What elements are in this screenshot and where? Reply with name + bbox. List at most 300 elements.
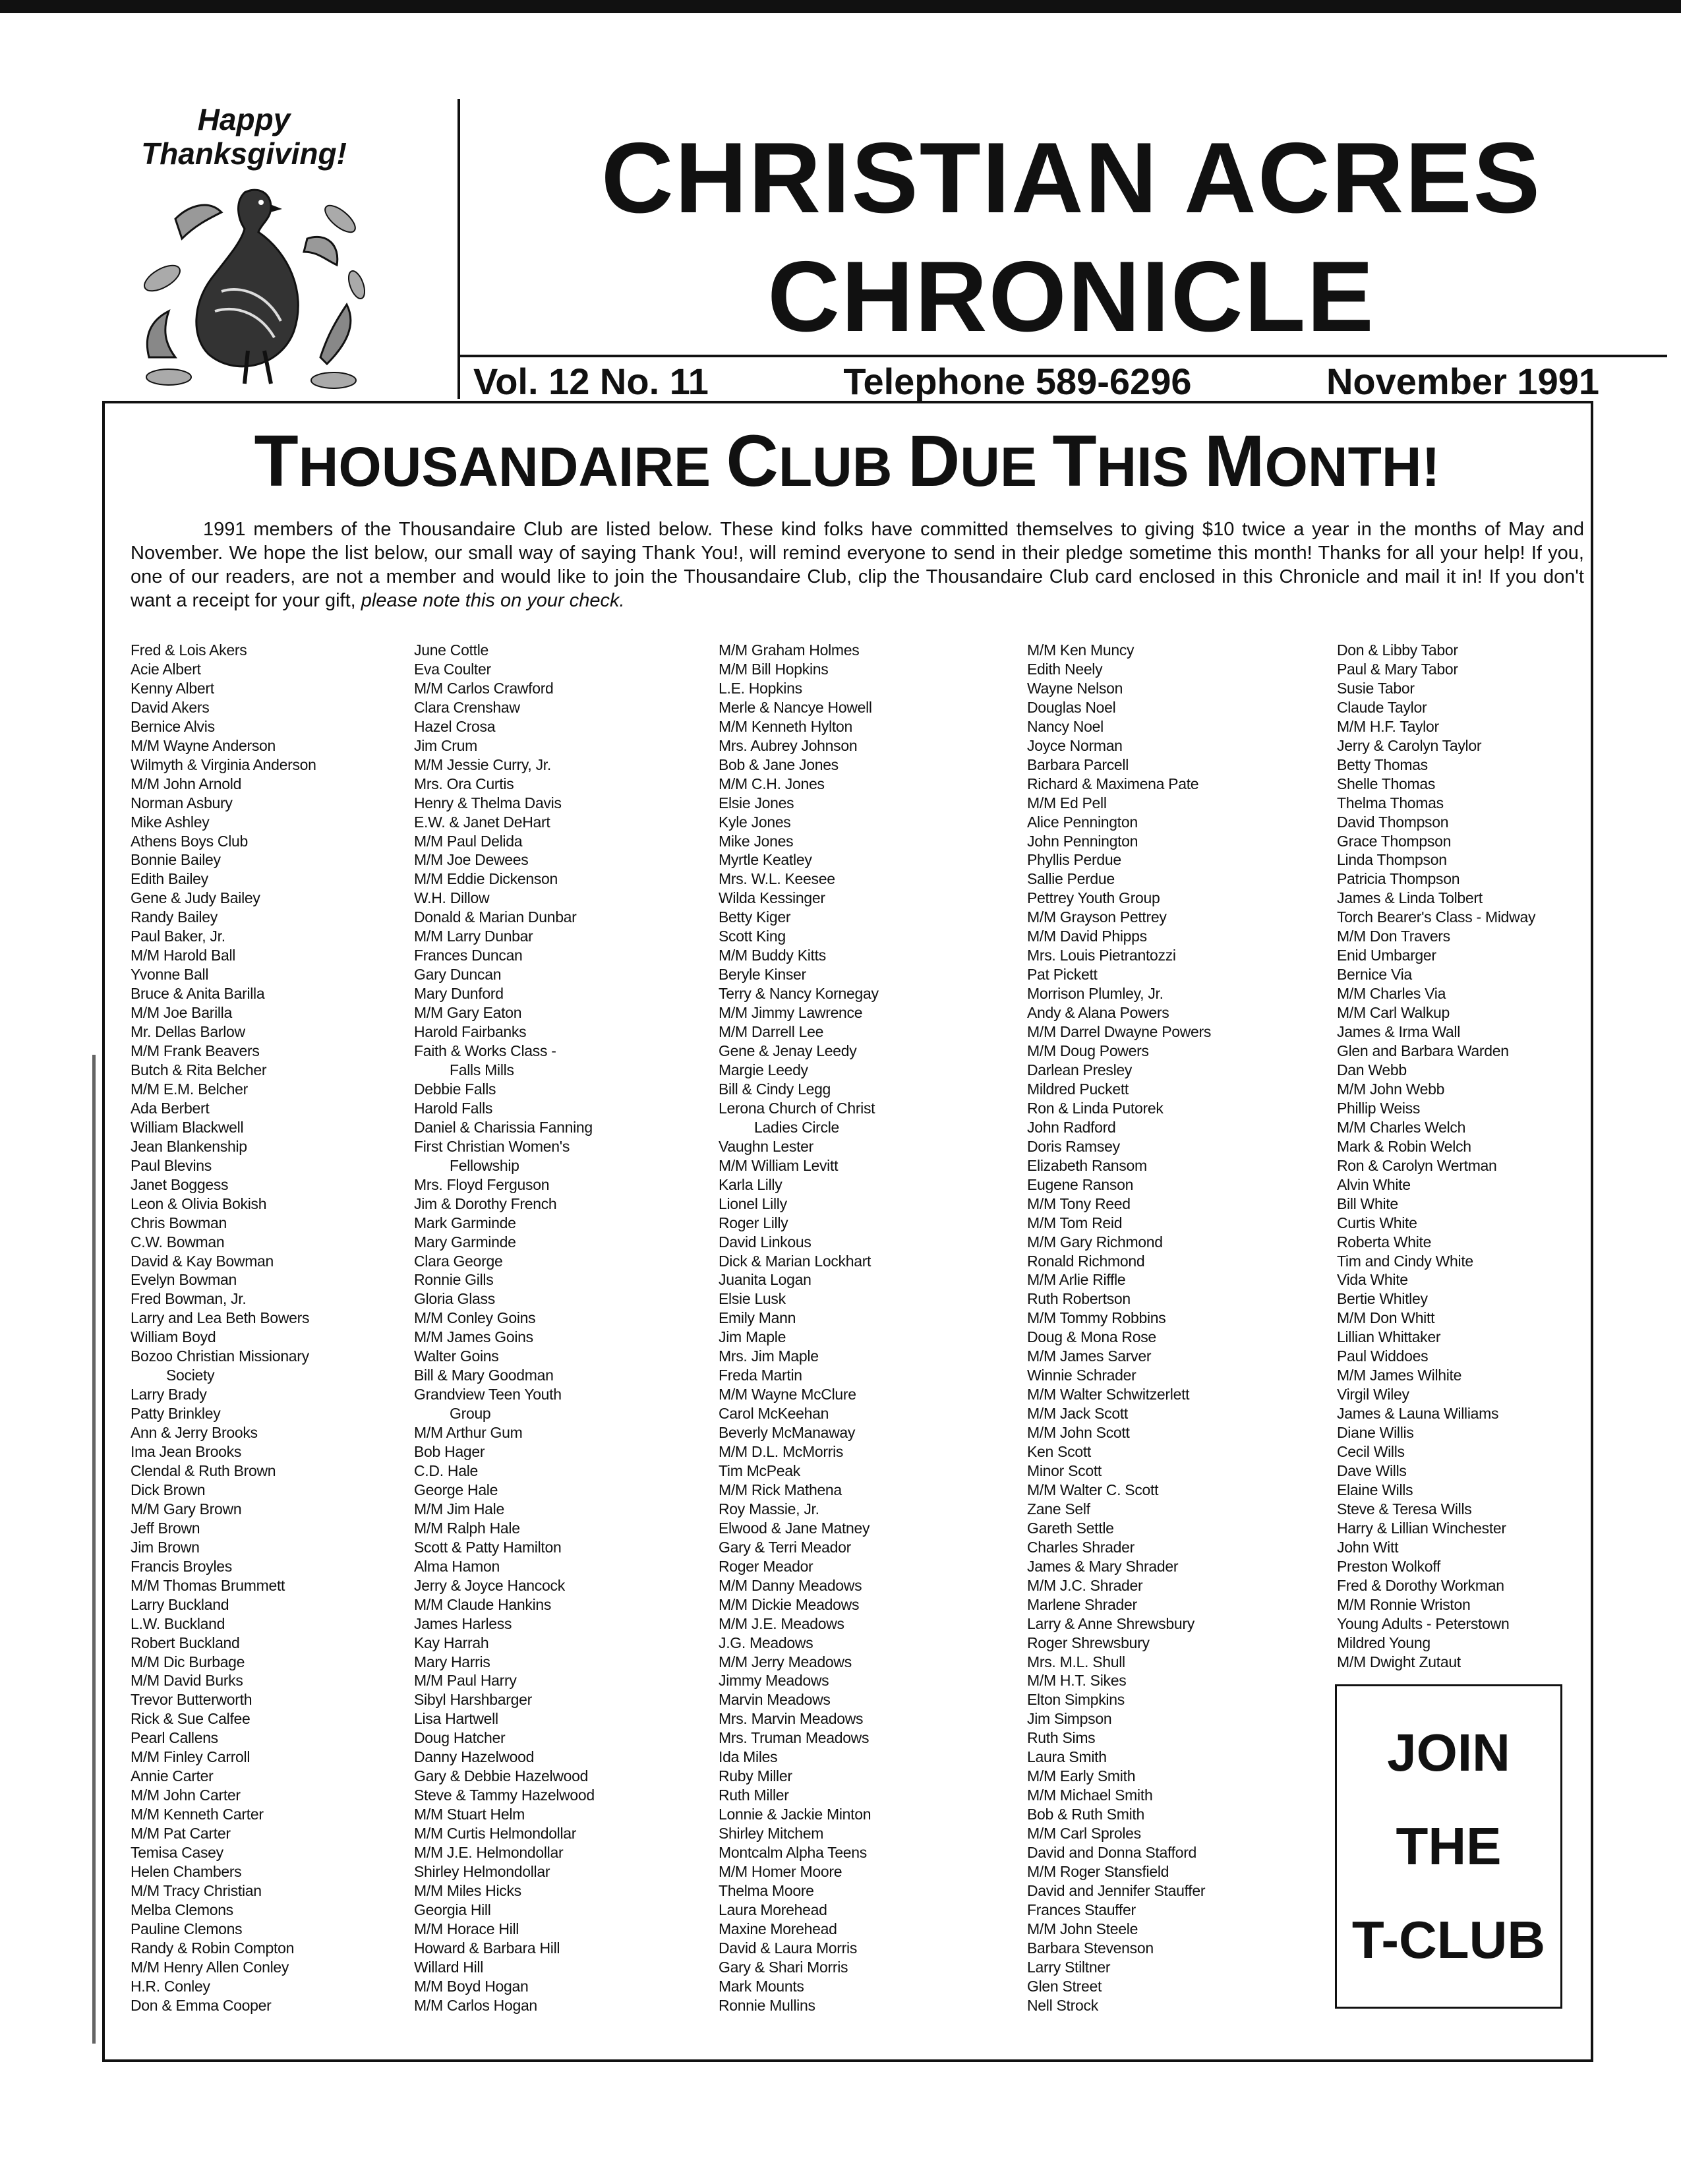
member-name: Edith Neely [1027, 660, 1103, 678]
member-name: Wilmyth & Virginia Anderson [131, 755, 316, 773]
member-name: Steve & Tammy Hazelwood [414, 1786, 595, 1804]
member-name: M/M Boyd Hogan [414, 1977, 529, 1995]
member-name: Norman Asbury [131, 794, 233, 812]
member-name: Doug Hatcher [414, 1729, 506, 1747]
member-name: Terry & Nancy Kornegay [719, 985, 879, 1003]
member-name: M/M Early Smith [1027, 1767, 1136, 1785]
member-name: Bob Hager [414, 1443, 485, 1461]
member-name: M/M Curtis Helmondollar [414, 1825, 577, 1843]
member-name: Montcalm Alpha Teens [719, 1844, 867, 1862]
member-name: M/M Kenneth Carter [131, 1806, 264, 1823]
member-name: Paul Widdoes [1337, 1347, 1429, 1365]
member-name: Frances Stauffer [1027, 1901, 1136, 1918]
member-name: Athens Boys Club [131, 832, 249, 850]
member-name: Jim Simpson [1027, 1710, 1112, 1728]
member-name: Group [450, 1405, 491, 1423]
member-name: M/M John Arnold [131, 775, 242, 792]
member-name: Pearl Callens [131, 1729, 218, 1747]
member-name: Don & Emma Cooper [131, 1996, 272, 2014]
member-name: C.D. Hale [414, 1461, 478, 1479]
member-name: Shelle Thomas [1337, 775, 1436, 792]
member-name: M/M Wayne Anderson [131, 736, 276, 754]
member-name: Clara Crenshaw [414, 698, 520, 716]
member-name: Jeff Brown [131, 1519, 200, 1537]
member-name: Fellowship [450, 1156, 519, 1174]
member-name: Freda Martin [719, 1367, 802, 1384]
member-name: Dick & Marian Lockhart [719, 1252, 871, 1270]
member-name: Paul Blevins [131, 1156, 212, 1174]
member-name: Virgil Wiley [1337, 1386, 1409, 1403]
member-name: M/M Bill Hopkins [719, 660, 829, 678]
member-name: M/M Claude Hankins [414, 1595, 552, 1613]
member-name: Sibyl Harshbarger [414, 1691, 532, 1709]
member-name: Don & Libby Tabor [1337, 641, 1458, 659]
member-name: Curtis White [1337, 1214, 1417, 1231]
member-name: Kenny Albert [131, 679, 214, 697]
member-name: Barbara Parcell [1027, 755, 1129, 773]
member-name: Ruth Sims [1027, 1729, 1096, 1747]
member-name: M/M Ronnie Wriston [1337, 1595, 1471, 1613]
member-name: M/M Jim Hale [414, 1500, 504, 1518]
member-name: Henry & Thelma Davis [414, 794, 562, 812]
member-name: Roger Shrewsbury [1027, 1634, 1150, 1651]
member-name: Gene & Judy Bailey [131, 889, 260, 907]
member-name: Mildred Young [1337, 1634, 1430, 1651]
member-name: Paul & Mary Tabor [1337, 660, 1458, 678]
member-name: Laura Smith [1027, 1748, 1107, 1766]
member-name: M/M Miles Hicks [414, 1881, 521, 1899]
member-name: M/M Walter Schwitzerlett [1027, 1386, 1190, 1403]
member-name: Dave Wills [1337, 1461, 1407, 1479]
member-name: Shirley Mitchem [719, 1825, 824, 1843]
member-name: Gary & Shari Morris [719, 1958, 848, 1976]
member-name: Society [166, 1367, 215, 1384]
member-name: Gareth Settle [1027, 1519, 1114, 1537]
member-name: Sallie Perdue [1027, 870, 1115, 888]
member-name: Ron & Linda Putorek [1027, 1099, 1164, 1117]
member-name: M/M Gary Eaton [414, 1004, 522, 1022]
member-name: Falls Mills [450, 1061, 514, 1078]
member-name: Ladies Circle [754, 1118, 840, 1136]
member-name: Rick & Sue Calfee [131, 1710, 251, 1728]
member-name: Harry & Lillian Winchester [1337, 1519, 1506, 1537]
member-name: M/M Tony Reed [1027, 1195, 1131, 1212]
intro-text: 1991 members of the Thousandaire Club are listed below. These kind folks have committed themselves to giving $10 twice a year in the months of May and November. We hope the list below, our small way of saying Thank You!, will remind everyone to send in their pledge sometime this month! Thanks for all your help! If you, one of our readers, are not a member and would like to join the Thousandaire Club, clip the Thousandaire Club card enclosed in this Chronicle and mail it in! If you don't want a receipt for your gift, [131, 519, 1584, 611]
member-name: Bozoo Christian Missionary [131, 1347, 309, 1365]
member-name: M/M Charles Via [1337, 985, 1446, 1003]
member-name: C.W. Bowman [131, 1233, 225, 1251]
member-name: M/M Tracy Christian [131, 1881, 262, 1899]
member-name: M/M Harold Ball [131, 947, 236, 964]
member-name: Pettrey Youth Group [1027, 889, 1160, 907]
member-name: Glen Street [1027, 1977, 1102, 1995]
member-name: M/M Tom Reid [1027, 1214, 1123, 1231]
member-name: Susie Tabor [1337, 679, 1415, 697]
member-name: David Akers [131, 698, 210, 716]
title-line-1: CHRISTIAN ACRES [601, 122, 1542, 234]
member-name: Mary Dunford [414, 985, 504, 1003]
title-line-2: CHRONICLE [767, 241, 1375, 353]
member-name: M/M Arthur Gum [414, 1424, 523, 1442]
member-name: Jerry & Joyce Hancock [414, 1576, 565, 1594]
member-name: M/M William Levitt [719, 1156, 839, 1174]
member-name: Roger Lilly [719, 1214, 788, 1231]
member-name: M/M Paul Harry [414, 1672, 517, 1690]
member-name: Dan Webb [1337, 1061, 1407, 1078]
member-name: Nancy Noel [1027, 717, 1104, 735]
member-name: Mary Harris [414, 1653, 490, 1670]
member-name: Lillian Whittaker [1337, 1328, 1441, 1346]
member-name: Ronnie Gills [414, 1271, 494, 1289]
thanksgiving-greeting: Happy Thanksgiving! [141, 102, 347, 171]
member-name: Clendal & Ruth Brown [131, 1461, 276, 1479]
member-name: M/M D.L. McMorris [719, 1443, 844, 1461]
masthead-divider-vertical [457, 99, 460, 399]
member-name: Harold Fairbanks [414, 1023, 527, 1041]
member-name: Bernice Alvis [131, 717, 215, 735]
member-name: Doug & Mona Rose [1027, 1328, 1156, 1346]
volume-number: Vol. 12 No. 11 [473, 360, 709, 402]
member-name: Bob & Ruth Smith [1027, 1806, 1145, 1823]
member-name: Bill White [1337, 1195, 1398, 1212]
member-name: Thelma Thomas [1337, 794, 1444, 812]
member-name: Bernice Via [1337, 966, 1412, 984]
member-name: Roy Massie, Jr. [719, 1500, 819, 1518]
member-name: M/M J.E. Helmondollar [414, 1844, 564, 1862]
member-name: Fred & Lois Akers [131, 641, 247, 659]
member-name: Vida White [1337, 1271, 1408, 1289]
member-name: M/M Carl Sproles [1027, 1825, 1141, 1843]
member-name: James & Mary Shrader [1027, 1557, 1179, 1575]
member-name: M/M Darrel Dwayne Powers [1027, 1023, 1212, 1041]
member-name: M/M C.H. Jones [719, 775, 825, 792]
member-name: L.W. Buckland [131, 1614, 225, 1632]
member-name: M/M Grayson Pettrey [1027, 908, 1167, 926]
member-name: James Harless [414, 1614, 512, 1632]
member-name: Marvin Meadows [719, 1691, 831, 1709]
member-name: Mike Ashley [131, 813, 210, 831]
member-name: M/M David Burks [131, 1672, 243, 1690]
newsletter-title [461, 119, 1681, 356]
member-name: Elizabeth Ransom [1027, 1156, 1147, 1174]
member-name: Jerry & Carolyn Taylor [1337, 736, 1482, 754]
intro-paragraph [131, 517, 1584, 612]
member-name: M/M Homer Moore [719, 1863, 842, 1880]
member-name: Gary Duncan [414, 966, 502, 984]
member-name: Ada Berbert [131, 1099, 210, 1117]
issue-info-row [473, 358, 1599, 404]
member-name: Mrs. Louis Pietrantozzi [1027, 947, 1176, 964]
member-name: Mrs. Truman Meadows [719, 1729, 870, 1747]
member-name: J.G. Meadows [719, 1634, 813, 1651]
member-name: Chris Bowman [131, 1214, 227, 1231]
member-name: Darlean Presley [1027, 1061, 1133, 1078]
member-name: First Christian Women's [414, 1137, 570, 1155]
member-column-1 [131, 641, 316, 2015]
member-name: Young Adults - Peterstown [1337, 1614, 1510, 1632]
member-name: E.W. & Janet DeHart [414, 813, 550, 831]
top-rule [0, 0, 1681, 13]
member-name: Phillip Weiss [1337, 1099, 1421, 1117]
member-name: Karla Lilly [719, 1175, 782, 1193]
member-name: Fred Bowman, Jr. [131, 1290, 247, 1308]
member-name: Grandview Teen Youth [414, 1386, 562, 1403]
member-name: M/M Danny Meadows [719, 1576, 862, 1594]
member-name: M/M Henry Allen Conley [131, 1958, 289, 1976]
intro-emphasis: please note this on your check. [361, 590, 625, 611]
member-name: Ronnie Mullins [719, 1996, 815, 2014]
member-name: Linda Thompson [1337, 851, 1447, 869]
member-name: David & Laura Morris [719, 1939, 858, 1957]
member-name: Georgia Hill [414, 1901, 491, 1918]
member-name: Mrs. Ora Curtis [414, 775, 514, 792]
member-name: M/M John Webb [1337, 1080, 1445, 1098]
member-name: Gary & Debbie Hazelwood [414, 1767, 589, 1785]
member-name: Frances Duncan [414, 947, 523, 964]
member-name: Ruby Miller [719, 1767, 792, 1785]
member-name: M/M Jack Scott [1027, 1405, 1128, 1423]
member-name: Lisa Hartwell [414, 1710, 498, 1728]
member-name: M/M J.E. Meadows [719, 1614, 844, 1632]
member-name: Ronald Richmond [1027, 1252, 1145, 1270]
member-name: Paul Baker, Jr. [131, 928, 225, 945]
member-name: Steve & Teresa Wills [1337, 1500, 1472, 1518]
member-name: Eugene Ranson [1027, 1175, 1134, 1193]
member-name: Gloria Glass [414, 1290, 495, 1308]
member-name: George Hale [414, 1481, 498, 1498]
member-name: Wilda Kessinger [719, 889, 825, 907]
left-margin-mark [92, 1055, 96, 2044]
member-name: Beverly McManaway [719, 1424, 856, 1442]
member-name: Annie Carter [131, 1767, 214, 1785]
member-name: Mildred Puckett [1027, 1080, 1129, 1098]
member-name: Barbara Stevenson [1027, 1939, 1154, 1957]
member-name: M/M James Wilhite [1337, 1367, 1462, 1384]
member-name: Merle & Nancye Howell [719, 698, 872, 716]
member-name: Grace Thompson [1337, 832, 1452, 850]
member-name: Howard & Barbara Hill [414, 1939, 560, 1957]
member-name: Larry Stiltner [1027, 1958, 1111, 1976]
member-name: Jim Brown [131, 1538, 200, 1556]
turkey-illustration-icon [129, 179, 373, 390]
member-name: June Cottle [414, 641, 489, 659]
member-name: Tim McPeak [719, 1461, 800, 1479]
member-name: David and Jennifer Stauffer [1027, 1881, 1206, 1899]
member-name: Myrtle Keatley [719, 851, 812, 869]
member-name: Jean Blankenship [131, 1137, 247, 1155]
member-name: Fred & Dorothy Workman [1337, 1576, 1504, 1594]
member-name: M/M Joe Barilla [131, 1004, 232, 1022]
member-name: M/M Arlie Riffle [1027, 1271, 1126, 1289]
member-name: Elaine Wills [1337, 1481, 1413, 1498]
member-name: M/M Graham Holmes [719, 641, 860, 659]
member-name: Eva Coulter [414, 660, 491, 678]
member-name: Claude Taylor [1337, 698, 1427, 716]
member-name: Ruth Miller [719, 1786, 789, 1804]
member-name: M/M Jessie Curry, Jr. [414, 755, 551, 773]
member-name: John Radford [1027, 1118, 1116, 1136]
member-name: David Thompson [1337, 813, 1449, 831]
member-name: Elton Simpkins [1027, 1691, 1125, 1709]
member-name: Pat Pickett [1027, 966, 1098, 984]
member-name: M/M Stuart Helm [414, 1806, 525, 1823]
member-name: Roberta White [1337, 1233, 1432, 1251]
member-name: Bertie Whitley [1337, 1290, 1428, 1308]
member-name: M/M J.C. Shrader [1027, 1576, 1143, 1594]
member-name: Ron & Carolyn Wertman [1337, 1156, 1497, 1174]
member-name: Yvonne Ball [131, 966, 209, 984]
member-name: Faith & Works Class - [414, 1042, 556, 1060]
member-name: Melba Clemons [131, 1901, 233, 1918]
member-name: M/M Thomas Brummett [131, 1576, 285, 1594]
member-name: Roger Meador [719, 1557, 813, 1575]
member-name: M/M Dwight Zutaut [1337, 1653, 1461, 1670]
member-name: M/M Conley Goins [414, 1309, 536, 1327]
member-name: David Linkous [719, 1233, 811, 1251]
member-name: James & Launa Williams [1337, 1405, 1499, 1423]
member-name: Juanita Logan [719, 1271, 811, 1289]
member-name: M/M Finley Carroll [131, 1748, 251, 1766]
member-name: Evelyn Bowman [131, 1271, 237, 1289]
member-name: Andy & Alana Powers [1027, 1004, 1169, 1022]
member-name: Maxine Morehead [719, 1920, 837, 1937]
member-name: M/M Ken Muncy [1027, 641, 1135, 659]
member-name: Kay Harrah [414, 1634, 489, 1651]
member-name: Jim & Dorothy French [414, 1195, 557, 1212]
join-line-3: T-CLUB [1351, 1910, 1546, 1969]
member-name: M/M Walter C. Scott [1027, 1481, 1159, 1498]
member-name: M/M Gary Brown [131, 1500, 242, 1518]
member-name: Ken Scott [1027, 1443, 1092, 1461]
member-name: Lonnie & Jackie Minton [719, 1806, 871, 1823]
member-name: Mark Garminde [414, 1214, 516, 1231]
member-name: M/M Larry Dunbar [414, 928, 533, 945]
member-name: Phyllis Perdue [1027, 851, 1121, 869]
member-name: Douglas Noel [1027, 698, 1116, 716]
member-name: Edith Bailey [131, 870, 208, 888]
member-name: M/M Wayne McClure [719, 1386, 856, 1403]
member-name: M/M H.F. Taylor [1337, 717, 1439, 735]
member-name: Mr. Dellas Barlow [131, 1023, 245, 1041]
member-name: Larry Brady [131, 1386, 207, 1403]
member-name: M/M Ed Pell [1027, 794, 1107, 812]
member-name: Ida Miles [719, 1748, 778, 1766]
member-name: M/M Dickie Meadows [719, 1595, 860, 1613]
member-name: M/M Paul Delida [414, 832, 523, 850]
member-name: Bill & Mary Goodman [414, 1367, 554, 1384]
member-column-3 [719, 641, 879, 2015]
member-name: Bob & Jane Jones [719, 755, 839, 773]
member-name: Larry Buckland [131, 1595, 229, 1613]
join-line-1: JOIN [1387, 1723, 1510, 1782]
member-name: M/M James Sarver [1027, 1347, 1152, 1365]
member-name: M/M Tommy Robbins [1027, 1309, 1166, 1327]
member-name: Temisa Casey [131, 1844, 223, 1862]
member-name: Walter Goins [414, 1347, 499, 1365]
member-name: M/M Buddy Kitts [719, 947, 826, 964]
member-name: Clara George [414, 1252, 503, 1270]
member-name: M/M Gary Richmond [1027, 1233, 1163, 1251]
member-name: Dick Brown [131, 1481, 206, 1498]
member-name: Mrs. M.L. Shull [1027, 1653, 1125, 1670]
member-name: M/M Carlos Hogan [414, 1996, 537, 2014]
member-name: Mark Mounts [719, 1977, 804, 1995]
member-name: M/M Horace Hill [414, 1920, 519, 1937]
join-line-2: THE [1396, 1817, 1502, 1875]
member-name: Debbie Falls [414, 1080, 496, 1098]
member-name: Enid Umbarger [1337, 947, 1436, 964]
member-name: Danny Hazelwood [414, 1748, 535, 1766]
member-name: Vaughn Lester [719, 1137, 814, 1155]
masthead-divider-horizontal [457, 355, 1667, 357]
member-name: Gene & Jenay Leedy [719, 1042, 857, 1060]
member-name: William Boyd [131, 1328, 216, 1346]
member-name: M/M Kenneth Hylton [719, 717, 852, 735]
member-name: H.R. Conley [131, 1977, 210, 1995]
issue-date: November 1991 [1326, 360, 1599, 402]
member-name: Lerona Church of Christ [719, 1099, 875, 1117]
member-name: Joyce Norman [1027, 736, 1123, 754]
member-name: Jim Maple [719, 1328, 786, 1346]
member-name: M/M Frank Beavers [131, 1042, 260, 1060]
member-name: Scott King [719, 928, 786, 945]
member-name: Bruce & Anita Barilla [131, 985, 265, 1003]
member-name: M/M Dic Burbage [131, 1653, 245, 1670]
member-name: M/M Joe Dewees [414, 851, 529, 869]
member-name: Helen Chambers [131, 1863, 242, 1880]
member-name: James & Irma Wall [1337, 1023, 1461, 1041]
member-name: Lionel Lilly [719, 1195, 787, 1212]
member-name: James & Linda Tolbert [1337, 889, 1483, 907]
member-name: Diane Willis [1337, 1424, 1414, 1442]
member-name: M/M John Steele [1027, 1920, 1138, 1937]
member-name: Ruth Robertson [1027, 1290, 1131, 1308]
member-name: M/M Don Whitt [1337, 1309, 1435, 1327]
member-name: M/M Rick Mathena [719, 1481, 842, 1498]
member-name: M/M James Goins [414, 1328, 533, 1346]
member-name: Alice Pennington [1027, 813, 1138, 831]
member-name: Glen and Barbara Warden [1337, 1042, 1509, 1060]
member-name: Margie Leedy [719, 1061, 808, 1078]
member-name: M/M Michael Smith [1027, 1786, 1153, 1804]
member-name: M/M Carlos Crawford [414, 679, 554, 697]
member-name: William Blackwell [131, 1118, 244, 1136]
member-name: Tim and Cindy White [1337, 1252, 1473, 1270]
member-name: Mrs. Aubrey Johnson [719, 736, 858, 754]
member-name: M/M David Phipps [1027, 928, 1147, 945]
member-name: Doris Ramsey [1027, 1137, 1120, 1155]
member-name: M/M E.M. Belcher [131, 1080, 248, 1098]
member-name: Richard & Maximena Pate [1027, 775, 1199, 792]
member-name: Shirley Helmondollar [414, 1863, 550, 1880]
member-name: Trevor Butterworth [131, 1691, 252, 1709]
member-name: Mark & Robin Welch [1337, 1137, 1471, 1155]
member-name: Donald & Marian Dunbar [414, 908, 577, 926]
member-name: Mrs. Jim Maple [719, 1347, 819, 1365]
member-name: Ima Jean Brooks [131, 1443, 242, 1461]
member-column-4 [1027, 641, 1211, 2015]
member-name: Jim Crum [414, 736, 477, 754]
member-name: Kyle Jones [719, 813, 791, 831]
member-name: M/M Roger Stansfield [1027, 1863, 1169, 1880]
member-name: Acie Albert [131, 660, 201, 678]
member-name: Mary Garminde [414, 1233, 516, 1251]
member-name: M/M Don Travers [1337, 928, 1450, 945]
member-name: Mrs. Marvin Meadows [719, 1710, 864, 1728]
member-name: Pauline Clemons [131, 1920, 243, 1937]
member-name: Elsie Jones [719, 794, 794, 812]
member-name: John Pennington [1027, 832, 1138, 850]
